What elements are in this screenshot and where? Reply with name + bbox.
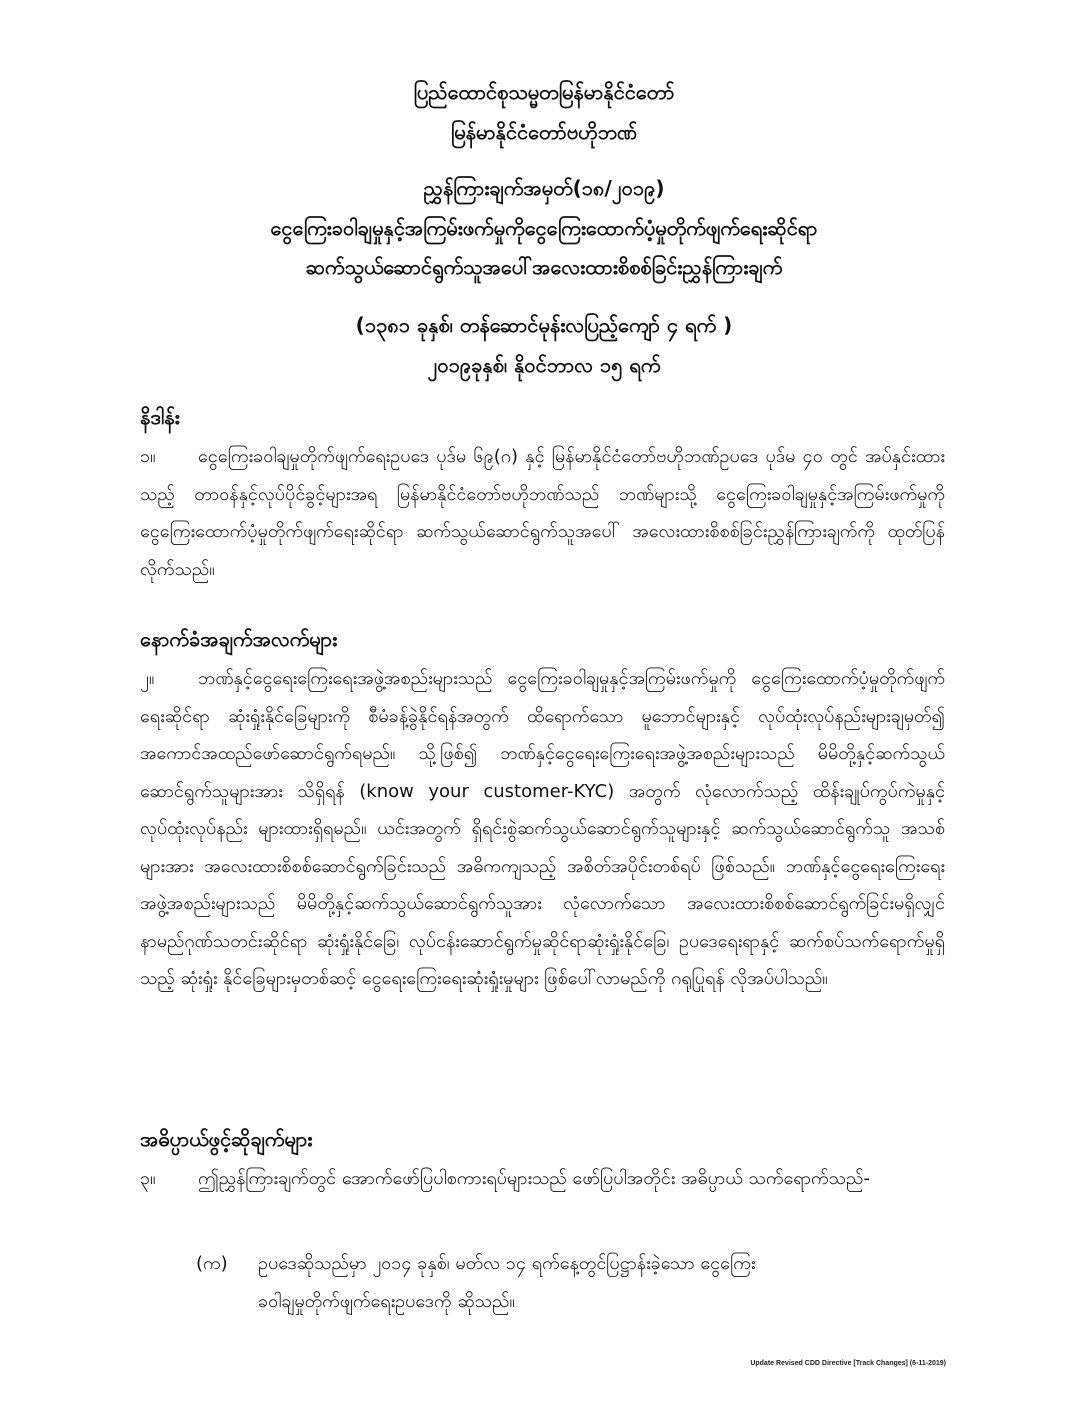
header-country-title: ပြည်ထောင်စုသမ္မတမြန်မာနိုင်ငံတော်	[413, 80, 675, 104]
footer-note: Update Revised CDD Directive [Track Changes] (6-11-2019)	[750, 1360, 946, 1367]
header-bank-title: မြန်မာနိုင်ငံတော်ဗဟိုဘဏ်	[450, 120, 638, 144]
paragraph-text: ငွေကြေးခဝါချမှုတိုက်ဖျက်ရေးဥပဒေ ပုဒ်မ ၆၉(ဂ) နှင့် မြန်မာနိုင်ငံတော်ဗဟိုဘဏ်ဥပဒေ ပုဒ်မ ၄၀ တွင် အပ်နှင်းထားသည့် တာဝန်နှင့်လုပ်ပိုင်ခွင့်များအရ မြန်မာနိုင်ငံတော်ဗဟိုဘဏ်သည် ဘဏ်များသို့ ငွေကြေးခဝါချမှုနှင့်အကြမ်းဖက်မှုကို ငွေကြေးထောက်ပံ့မှုတိုက်ဖျက်ရေးဆိုင်ရာ ဆက်သွယ်ဆောင်ရွက်သူအပေါ် အလေးထားစိစစ်ခြင်းညွှန်ကြားချက်ကို ထုတ်ပြန်လိုက်သည်။	[140, 446, 945, 580]
item-text-line1: ဥပဒေဆိုသည်မှာ ၂၀၁၄ ခုနှစ်၊ မတ်လ ၁၄ ရက်နေ့တွင်ပြဋ္ဌာန်းခဲ့သော ငွေကြေး	[258, 1253, 756, 1274]
section-heading-definitions: အဓိပ္ပာယ်ဖွင့်ဆိုချက်များ	[140, 1127, 313, 1151]
paragraph-number: ၂။	[140, 668, 155, 689]
section-heading-introduction: နိဒါန်း	[140, 405, 180, 429]
date-myanmar-calendar: (၁၃၈၁ ခုနှစ်၊ တန်ဆောင်မုန်းလပြည့်ကျော် ၄ ရက် )	[355, 313, 733, 337]
paragraph-text: ဘဏ်နှင့်ငွေရေးကြေးရေးအဖွဲ့အစည်းများသည် ငွေကြေးခဝါချမှုနှင့်အကြမ်းဖက်မှုကို ငွေကြေးထောက်ပံ့မှုတိုက်ဖျက်ရေးဆိုင်ရာ ဆုံးရှုံးနိုင်ခြေများကို စီမံခန့်ခွဲနိုင်ရန်အတွက် ထိရောက်သော မူဘောင်များနှင့် လုပ်ထုံးလုပ်နည်းများချမှတ်၍ အကောင်အထည်ဖော်ဆောင်ရွက်ရမည်။ သို့ဖြစ်၍ ဘဏ်နှင့်ငွေရေးကြေးရေးအဖွဲ့အစည်းများသည် မိမိတို့နှင့်ဆက်သွယ်ဆောင်ရွက်သူများအား သိရှိရန် (know your customer-KYC) အတွက် လုံလောက်သည့် ထိန်းချုပ်ကွပ်ကဲမှုနှင့် လုပ်ထုံးလုပ်နည်း များထားရှိရမည်။ ယင်းအတွက် ရှိရင်းစွဲဆက်သွယ်ဆောင်ရွက်သူများနှင့် ဆက်သွယ်ဆောင်ရွက်သူ အသစ်များအား အလေးထားစိစစ်ဆောင်ရွက်ခြင်းသည် အဓိကကျသည့် အစိတ်အပိုင်းတစ်ရပ် ဖြစ်သည်။ ဘဏ်နှင့်ငွေရေးကြေးရေးအဖွဲ့အစည်းများသည် မိမိတို့နှင့်ဆက်သွယ်ဆောင်ရွက်သူအား လုံလောက်သော အလေးထားစိစစ်ဆောင်ရွက်ခြင်းမရှိလျှင် နာမည်ဂုဏ်သတင်းဆိုင်ရာ ဆုံးရှုံးနိုင်ခြေ၊ လုပ်ငန်းဆောင်ရွက်မှုဆိုင်ရာဆုံးရှုံးနိုင်ခြေ၊ ဥပဒေရေးရာနှင့် ဆက်စပ်သက်ရောက်မှုရှိသည့် ဆုံးရှုံး နိုင်ခြေများမှတစ်ဆင့် ငွေရေးကြေးရေးဆုံးရှုံးမှုများ ဖြစ်ပေါ်လာမည်ကို ဂရုပြုရန် လိုအပ်ပါသည်။	[140, 668, 945, 989]
paragraph-3	[140, 1160, 945, 1198]
paragraph-number: ၁။	[140, 446, 156, 467]
directive-title-line1: ငွေကြေးခဝါချမှုနှင့်အကြမ်းဖက်မှုကိုငွေကြေးထောက်ပံ့မှုတိုက်ဖျက်ရေးဆိုင်ရာ	[270, 216, 818, 240]
directive-number: ညွှန်ကြားချက်အမှတ်(၁၈/၂၀၁၉)	[423, 176, 665, 200]
paragraph-2	[140, 660, 945, 998]
item-text-line2: ခဝါချမှုတိုက်ဖျက်ရေးဥပဒေကို ဆိုသည်။	[258, 1291, 515, 1312]
directive-title-line2: ဆက်သွယ်ဆောင်ရွက်သူအပေါ်အလေးထားစိစစ်ခြင်းညွှန်ကြားချက်	[305, 255, 783, 279]
date-gregorian: ၂၀၁၉ခုနှစ်၊ နိုဝင်ဘာလ ၁၅ ရက်	[427, 353, 661, 377]
item-label: (က)	[196, 1253, 228, 1274]
paragraph-number: ၃။	[140, 1168, 156, 1189]
definition-item-a	[196, 1245, 946, 1321]
paragraph-1	[140, 438, 945, 588]
section-heading-background: နောက်ခံအချက်အလက်များ	[140, 627, 338, 651]
paragraph-text: ဤညွှန်ကြားချက်တွင် အောက်ဖော်ပြပါစကားရပ်များသည် ဖော်ပြပါအတိုင်း အဓိပ္ပာယ် သက်ရောက်သည်-	[198, 1168, 870, 1189]
